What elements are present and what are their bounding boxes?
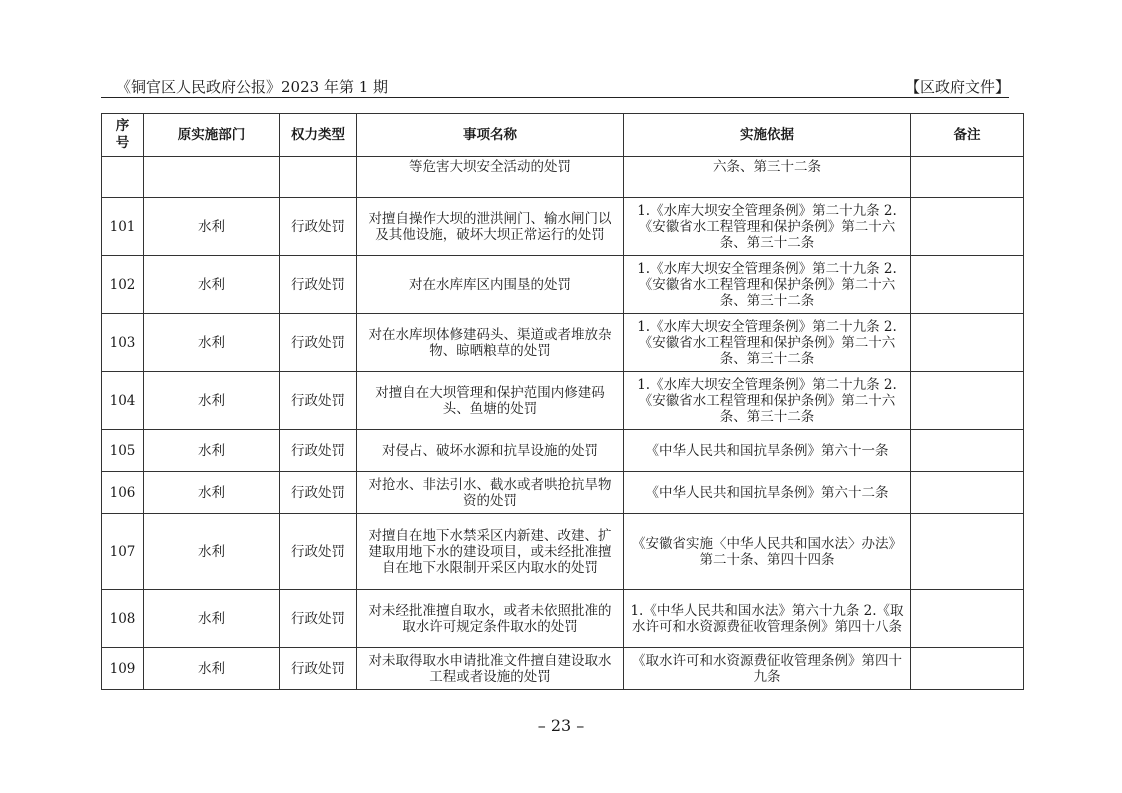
cell-name: 对擅自在地下水禁采区内新建、改建、扩建取用地下水的建设项目，或未经批准擅自在地下水限制开采区内取水的处罚 [357, 514, 624, 590]
cell-name: 对未经批准擅自取水，或者未依照批准的取水许可规定条件取水的处罚 [357, 590, 624, 648]
cell-no [102, 157, 144, 198]
cell-basis: 1.《中华人民共和国水法》第六十九条 2.《取水许可和水资源费征收管理条例》第四十八条 [624, 590, 911, 648]
cell-dept: 水利 [144, 648, 280, 690]
cell-type: 行政处罚 [280, 590, 357, 648]
cell-dept: 水利 [144, 256, 280, 314]
table-row-continuation [102, 157, 1024, 198]
cell-note [911, 256, 1024, 314]
cell-dept: 水利 [144, 314, 280, 372]
cell-type: 行政处罚 [280, 648, 357, 690]
cell-basis: 《中华人民共和国抗旱条例》第六十一条 [624, 430, 911, 472]
power-list-table [101, 113, 1024, 690]
cell-note [911, 314, 1024, 372]
table-row [102, 430, 1024, 472]
page-number: – 23 – [537, 716, 585, 735]
cell-no: 101 [102, 198, 144, 256]
cell-type: 行政处罚 [280, 472, 357, 514]
cell-no: 104 [102, 372, 144, 430]
cell-type: 行政处罚 [280, 514, 357, 590]
cell-no: 106 [102, 472, 144, 514]
table-header-row [102, 114, 1024, 157]
cell-no: 103 [102, 314, 144, 372]
cell-name: 对未取得取水申请批准文件擅自建设取水工程或者设施的处罚 [357, 648, 624, 690]
cell-type: 行政处罚 [280, 198, 357, 256]
cell-basis: 六条、第三十二条 [624, 157, 911, 198]
cell-dept: 水利 [144, 472, 280, 514]
col-header-no-text: 序号 [115, 118, 130, 151]
col-header-type: 权力类型 [280, 114, 357, 157]
header-rule [101, 97, 1009, 98]
cell-no: 102 [102, 256, 144, 314]
cell-basis: 1.《水库大坝安全管理条例》第二十九条 2.《安徽省水工程管理和保护条例》第二十六条、第三十二条 [624, 198, 911, 256]
col-header-basis: 实施依据 [624, 114, 911, 157]
cell-no: 105 [102, 430, 144, 472]
cell-name: 对在水库库区内围垦的处罚 [357, 256, 624, 314]
table-row [102, 314, 1024, 372]
cell-basis: 《中华人民共和国抗旱条例》第六十二条 [624, 472, 911, 514]
cell-note [911, 472, 1024, 514]
section-header: 【区政府文件】 [904, 78, 1010, 96]
table-row [102, 256, 1024, 314]
cell-no: 107 [102, 514, 144, 590]
table-row [102, 648, 1024, 690]
cell-no: 108 [102, 590, 144, 648]
col-header-note: 备注 [911, 114, 1024, 157]
cell-name: 对擅自操作大坝的泄洪闸门、输水闸门以及其他设施，破坏大坝正常运行的处罚 [357, 198, 624, 256]
cell-note [911, 430, 1024, 472]
cell-note [911, 590, 1024, 648]
cell-dept: 水利 [144, 590, 280, 648]
cell-type: 行政处罚 [280, 372, 357, 430]
cell-note [911, 648, 1024, 690]
cell-name: 等危害大坝安全活动的处罚 [357, 157, 624, 198]
cell-dept: 水利 [144, 514, 280, 590]
cell-no: 109 [102, 648, 144, 690]
publication-header: 《铜官区人民政府公报》2023 年第 1 期 [116, 78, 389, 96]
table-row [102, 514, 1024, 590]
cell-type: 行政处罚 [280, 314, 357, 372]
cell-basis: 《安徽省实施〈中华人民共和国水法〉办法》第二十条、第四十四条 [624, 514, 911, 590]
cell-basis: 《取水许可和水资源费征收管理条例》第四十九条 [624, 648, 911, 690]
cell-name: 对侵占、破坏水源和抗旱设施的处罚 [357, 430, 624, 472]
cell-name: 对擅自在大坝管理和保护范围内修建码头、鱼塘的处罚 [357, 372, 624, 430]
col-header-dept: 原实施部门 [144, 114, 280, 157]
cell-dept: 水利 [144, 430, 280, 472]
cell-basis: 1.《水库大坝安全管理条例》第二十九条 2.《安徽省水工程管理和保护条例》第二十六条、第三十二条 [624, 372, 911, 430]
col-header-name: 事项名称 [357, 114, 624, 157]
col-header-no [102, 114, 144, 157]
cell-type [280, 157, 357, 198]
cell-dept: 水利 [144, 372, 280, 430]
cell-type: 行政处罚 [280, 256, 357, 314]
table-row [102, 472, 1024, 514]
cell-dept [144, 157, 280, 198]
cell-name: 对在水库坝体修建码头、渠道或者堆放杂物、晾晒粮草的处罚 [357, 314, 624, 372]
cell-note [911, 198, 1024, 256]
table-row [102, 590, 1024, 648]
table-row [102, 198, 1024, 256]
cell-type: 行政处罚 [280, 430, 357, 472]
cell-note [911, 157, 1024, 198]
cell-name: 对抢水、非法引水、截水或者哄抢抗旱物资的处罚 [357, 472, 624, 514]
cell-note [911, 514, 1024, 590]
cell-basis: 1.《水库大坝安全管理条例》第二十九条 2.《安徽省水工程管理和保护条例》第二十六条、第三十二条 [624, 314, 911, 372]
table-row [102, 372, 1024, 430]
cell-dept: 水利 [144, 198, 280, 256]
cell-note [911, 372, 1024, 430]
cell-basis: 1.《水库大坝安全管理条例》第二十九条 2.《安徽省水工程管理和保护条例》第二十六条、第三十二条 [624, 256, 911, 314]
